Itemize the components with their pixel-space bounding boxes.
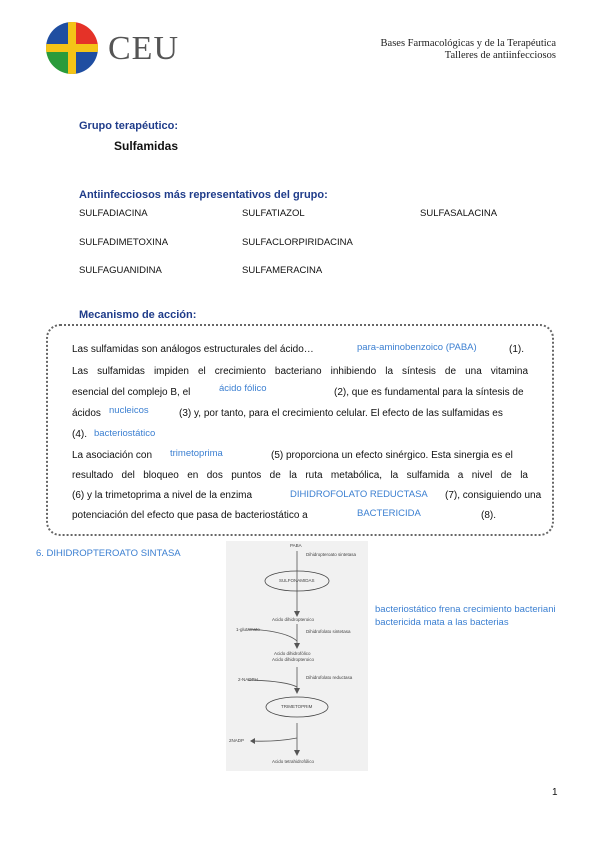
diagram-ac-dihidropteroico: Acido dihidropteroico	[272, 617, 315, 622]
drug-item: SULFACLORPIRIDACINA	[242, 237, 353, 248]
subject-line-2: Talleres de antiinfecciosos	[444, 50, 556, 61]
diagram-enzyme-2: Dihidrofolato sintetasa	[306, 629, 351, 634]
pathway-arrows	[226, 541, 368, 771]
mechanism-line-7: resultado del bloqueo en dos puntos de la ruta metabólica, la sulfamida a nivel de la	[72, 470, 528, 481]
answer-2: ácido fólico	[219, 383, 267, 394]
mechanism-line-3b: (2), que es fundamental para la síntesis de	[334, 387, 524, 398]
diagram-glutamato: 1-glutamato	[236, 627, 260, 632]
diagram-enzyme-3: Dihidrofolato reductasa	[306, 675, 353, 680]
diagram-trimetoprim: TRIMETOPRIM	[281, 704, 313, 709]
diagram-nadp: 2NADP	[229, 738, 245, 743]
mechanism-label: Mecanismo de acción:	[79, 309, 197, 321]
drug-item: SULFATIAZOL	[242, 208, 305, 219]
subject-line-1: Bases Farmacológicas y de la Terapéutica	[380, 38, 556, 49]
diagram-nadph: 2-NADPH	[238, 677, 258, 682]
answer-8: BACTERICIDA	[357, 508, 421, 519]
drug-item: SULFAMERACINA	[242, 265, 323, 276]
note-bacteriostatic: bacteriostático frena crecimiento bacteriani	[375, 604, 556, 615]
mechanism-line-1: Las sulfamidas son análogos estructurales del ácido…	[72, 344, 314, 355]
answer-7: DIHIDROFOLATO REDUCTASA	[290, 489, 428, 500]
mechanism-line-9a: potenciación del efecto que pasa de bacteriostático a	[72, 510, 308, 521]
answer-1: para-aminobenzoico (PABA)	[357, 342, 477, 353]
mechanism-line-2: Las sulfamidas impiden el crecimiento bacteriano inhibiendo la síntesis de una vitamina	[72, 366, 528, 377]
folate-pathway-diagram	[226, 541, 368, 771]
drug-item: SULFAGUANIDINA	[79, 265, 162, 276]
mechanism-line-9b: (8).	[481, 510, 496, 521]
group-label: Grupo terapéutico:	[79, 120, 179, 132]
mechanism-line-5: (4).	[72, 429, 87, 440]
diagram-ac-dihidrofolico-1: Acido dihidrofólico	[274, 651, 311, 656]
diagram-ac-tetrahidrofolico: Acido tetrahidrofólico	[272, 759, 315, 764]
mechanism-line-6a: La asociación con	[72, 450, 153, 461]
answer-3: nucleicos	[109, 405, 149, 416]
diagram-sulfonamidas: SULFONAMIDAS	[279, 578, 315, 583]
representatives-label: Antiinfecciosos más representativos del grupo:	[79, 189, 328, 201]
group-name: Sulfamidas	[114, 139, 179, 153]
diagram-enzyme-1: Dihidropteroato sintetasa	[306, 552, 357, 557]
note-bactericide: bactericida mata a las bacterias	[375, 617, 509, 628]
diagram-paba: PABA	[290, 543, 302, 548]
mechanism-line-4b: (3) y, por tanto, para el crecimiento celular. El efecto de las sulfamidas es	[179, 408, 503, 419]
drug-item: SULFADIACINA	[79, 208, 148, 219]
answer-6: 6. DIHIDROPTEROATO SINTASA	[36, 548, 181, 559]
mechanism-line-8b: (7), consiguiendo una	[445, 490, 542, 501]
logo-text: CEU	[108, 30, 179, 67]
drug-item: SULFASALACINA	[420, 208, 498, 219]
answer-5: trimetoprima	[170, 448, 223, 459]
mechanism-line-3a: esencial del complejo B, el	[72, 387, 191, 398]
ceu-logo-icon	[46, 22, 98, 74]
mechanism-line-8a: (6) y la trimetoprima a nivel de la enzima	[72, 490, 253, 501]
answer-4: bacteriostático	[94, 428, 156, 439]
ref-1: (1).	[509, 344, 524, 355]
mechanism-line-6b: (5) proporciona un efecto sinérgico. Esta sinergia es el	[271, 450, 513, 461]
mechanism-line-4a: ácidos	[72, 408, 101, 419]
diagram-ac-dihidrofolico-2: Acido dihidropteroico	[272, 657, 315, 662]
drug-item: SULFADIMETOXINA	[79, 237, 169, 248]
page-number: 1	[552, 787, 558, 798]
